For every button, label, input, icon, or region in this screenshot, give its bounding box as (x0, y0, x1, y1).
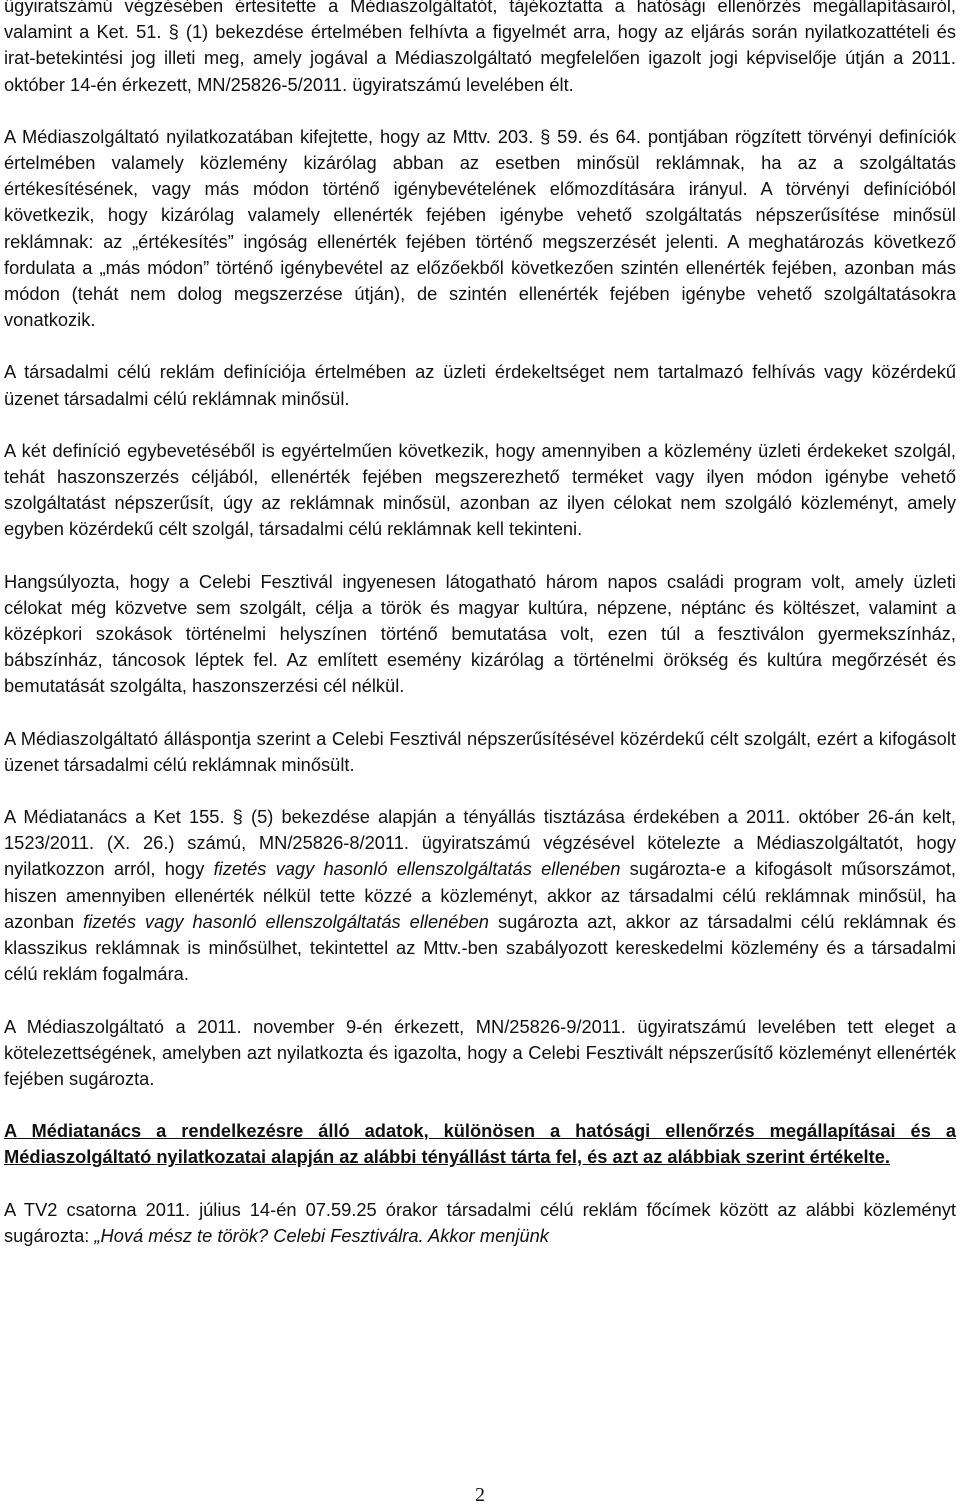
paragraph-4-text: A két definíció egybevetéséből is egyértelműen következik, hogy amennyiben a közlemény üzleti érdekeket szolgál, tehát haszonszerzés céljából, ellenérték fejében megszerezhető terméket vagy ilyen módon igénybe vehető szolgáltatást népszerűsít, úgy az reklámnak minősül, azonban az ilyen célokat nem szolgáló közleményt, amely egyben közérdekű célt szolgál, társadalmi célú reklámnak kell tekinteni. (4, 439, 956, 540)
paragraph-2 (4, 124, 956, 334)
paragraph-3 (4, 359, 956, 411)
paragraph-10-italic-quote: „Hová mész te török? Celebi Fesztiválra. Akkor menjünk (94, 1224, 549, 1246)
paragraph-5-text: Hangsúlyozta, hogy a Celebi Fesztivál ingyenesen látogatható három napos családi program volt, amely üzleti célokat még közvetve sem szolgált, célja a török és magyar kultúra, népzene, néptánc és költészet, valamint a középkori szokások történelmi helyszínen történő bemutatása volt, ezen túl a fesztiválon gyermekszínház, bábszínház, táncosok léptek fel. Az említett esemény kizárólag a történelmi örökség és kultúra megőrzését és bemutatását szolgálta, haszonszerzési cél nélkül. (4, 570, 956, 697)
paragraph-7-italic-a: fizetés vagy hasonló ellenszolgáltatás ellenében (213, 858, 621, 880)
paragraph-7-text-a: A Médiatanács a Ket 155. § (5) bekezdése alapján a tényállás tisztázása érdekében a 2011. október 26-án kelt, 1523/2011. (X. 26.) számú, MN/25826-8/2011. ügyiratszámú végzésével kötelezte a Médiaszolgáltatót, hogy nyilatkozzon arról, hogy (4, 806, 956, 880)
paragraph-8 (4, 1014, 956, 1093)
paragraph-3-text: A társadalmi célú reklám definíciója értelmében az üzleti érdekeltséget nem tartalmazó felhívás vagy közérdekű üzenet társadalmi célú reklámnak minősül. (4, 361, 956, 409)
paragraph-9-findings-heading (4, 1118, 956, 1170)
paragraph-7-text-b: sugározta-e a kifogásolt műsorszámot, hiszen amennyiben ellenérték nélkül tette közzé a közleményt, akkor az társadalmi célú reklámnak minősül, ha azonban (4, 858, 956, 932)
paragraph-9-text: A Médiatanács a rendelkezésre álló adatok, különösen a hatósági ellenőrzés megállapításai és a Médiaszolgáltató nyilatkozatai alapján az alábbi tényállást tárta fel, és azt az alábbiak szerint értékelte. (4, 1120, 956, 1168)
paragraph-8-text: A Médiaszolgáltató a 2011. november 9-én érkezett, MN/25826-9/2011. ügyiratszámú levelében tett eleget a kötelezettségének, amelyben azt nyilatkozta és igazolta, hogy a Celebi Fesztivált népszerűsítő közleményt ellenérték fejében sugározta. (4, 1015, 956, 1089)
paragraph-4 (4, 438, 956, 543)
paragraph-5 (4, 569, 956, 700)
paragraph-10 (4, 1197, 956, 1249)
paragraph-2-text: A Médiaszolgáltató nyilatkozatában kifejtette, hogy az Mttv. 203. § 59. és 64. pontjában rögzített törvényi definíciók értelmében valamely közlemény kizárólag abban az esetben minősül reklámnak, ha az a szolgáltatás értékesítésének, vagy más módon történő igénybevételének előmozdítására irányul. A törvényi definícióból következik, hogy kizárólag valamely ellenérték fejében igénybe vehető szolgáltatás népszerűsítése minősül reklámnak: az „értékesítés” ingóság ellenérték fejében történő megszerzését jelenti. A meghatározás következő fordulata a „más módon” történő igénybevétel az előzőekből következően szintén ellenérték fejében, azonban más módon (tehát nem dolog megszerzése útján), de szintén ellenérték fejében igénybe vehető szolgáltatásokra vonatkozik. (4, 125, 956, 331)
paragraph-7 (4, 804, 956, 987)
paragraph-6-text: A Médiaszolgáltató álláspontja szerint a Celebi Fesztivál népszerűsítésével közérdekű célt szolgált, ezért a kifogásolt üzenet társadalmi célú reklámnak minősült. (4, 727, 956, 775)
paragraph-7-italic-b: fizetés vagy hasonló ellenszolgáltatás ellenében (83, 910, 489, 932)
paragraph-6 (4, 726, 956, 778)
paragraph-1-text: ügyiratszámú végzésében értesítette a Médiaszolgáltatót, tájékoztatta a hatósági ellenőrzés megállapításairól, valamint a Ket. 51. § (1) bekezdése értelmében felhívta a figyelmét arra, hogy az eljárás során nyilatkozattételi és irat-betekintési jog illeti meg, amely jogával a Médiaszolgáltató megfelelően igazolt jogi képviselője útján a 2011. október 14-én érkezett, MN/25826-5/2011. ügyiratszámú levelében élt. (4, 0, 956, 95)
paragraph-1 (4, 0, 956, 98)
paragraph-10-text: A TV2 csatorna 2011. július 14-én 07.59.25 órakor társadalmi célú reklám főcímek között az alábbi közleményt sugározta: (4, 1198, 956, 1246)
paragraph-7-text-c: sugározta azt, akkor az társadalmi célú reklámnak és klasszikus reklámnak is minősülhet, tekintettel az Mttv.-ben szabályozott kereskedelmi közlemény és a társadalmi célú reklám fogalmára. (4, 910, 956, 985)
document-page (4, 0, 956, 1275)
page-number: 2 (475, 1484, 485, 1506)
